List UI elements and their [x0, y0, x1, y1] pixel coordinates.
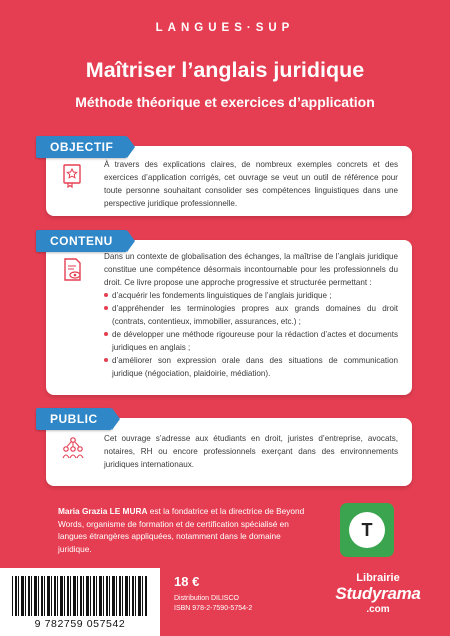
distribution-info	[174, 594, 252, 613]
level-badge	[340, 503, 394, 557]
distributor: Distribution DILISCO	[174, 595, 239, 602]
publisher-logo-line1: Librairie	[356, 572, 400, 584]
list-item: d’appréhender les terminologies propres aux grands domaines du droit (contrats, contentieux, immobilier, assurances, etc.) ;	[104, 302, 398, 328]
contenu-text	[104, 250, 398, 380]
section-tag-objectif: OBJECTIF	[36, 136, 127, 158]
barcode	[0, 568, 160, 636]
list-item: d’acquérir les fondements linguistiques de l’anglais juridique ;	[104, 289, 398, 302]
public-text: Cet ouvrage s’adresse aux étudiants en droit, juristes d’entreprise, avocats, notaires, RH ou encore professionnels exerçant dans des environnements juridiques internationaux.	[104, 434, 398, 469]
book-subtitle: Méthode théorique et exercices d’application	[75, 94, 375, 110]
publisher-logo-line2: Studyrama	[335, 584, 421, 603]
document-eye-icon	[62, 258, 84, 282]
section-tag-public: PUBLIC	[36, 408, 112, 430]
price: 18 €	[174, 574, 200, 589]
brand-logo: LANGUES·SUP	[155, 22, 295, 34]
certificate-icon	[62, 164, 84, 188]
contenu-card	[46, 240, 412, 395]
author-name: Maria Grazia LE MURA	[58, 506, 148, 516]
list-item: de développer une méthode rigoureuse pour la rédaction d’actes et documents juridiques en anglais ;	[104, 328, 398, 354]
list-item: d’améliorer son expression orale dans des situations de communication juridique (négociation, plaidoirie, médiation).	[104, 354, 398, 380]
book-title: Maîtriser l’anglais juridique	[85, 58, 365, 82]
author-bio	[58, 505, 312, 555]
publisher-logo	[330, 572, 426, 628]
isbn: ISBN 978-2-7590-5754-2	[174, 604, 253, 612]
objectif-text: À travers des explications claires, de nombreux exemples concrets et des exercices d’application corrigés, cet ouvrage se veut un outil de référence pour toute personne souhaitant consolider ses compétences linguistiques dans une perspective juridique professionnelle.	[104, 160, 398, 208]
barcode-bars	[12, 576, 148, 616]
barcode-digits: 9 782759 057542	[34, 618, 126, 630]
author-description: est la fondatrice et la directrice de Beyond Words, organisme de formation et de certification spécialisé en langues étrangères appliquées, notamment dans le domaine juridique.	[58, 506, 305, 554]
contenu-intro: Dans un contexte de globalisation des échanges, la maîtrise de l’anglais juridique constitue une compétence désormais incontournable pour les professionnels du droit. Ce livre propose une approche progressive et structurée permettant :	[104, 252, 398, 287]
publisher-logo-line3: .com	[366, 604, 390, 615]
section-tag-contenu: CONTENU	[36, 230, 127, 252]
level-badge-letter: T	[349, 512, 385, 548]
people-network-icon	[62, 436, 84, 460]
contenu-bullet-list	[104, 289, 398, 380]
